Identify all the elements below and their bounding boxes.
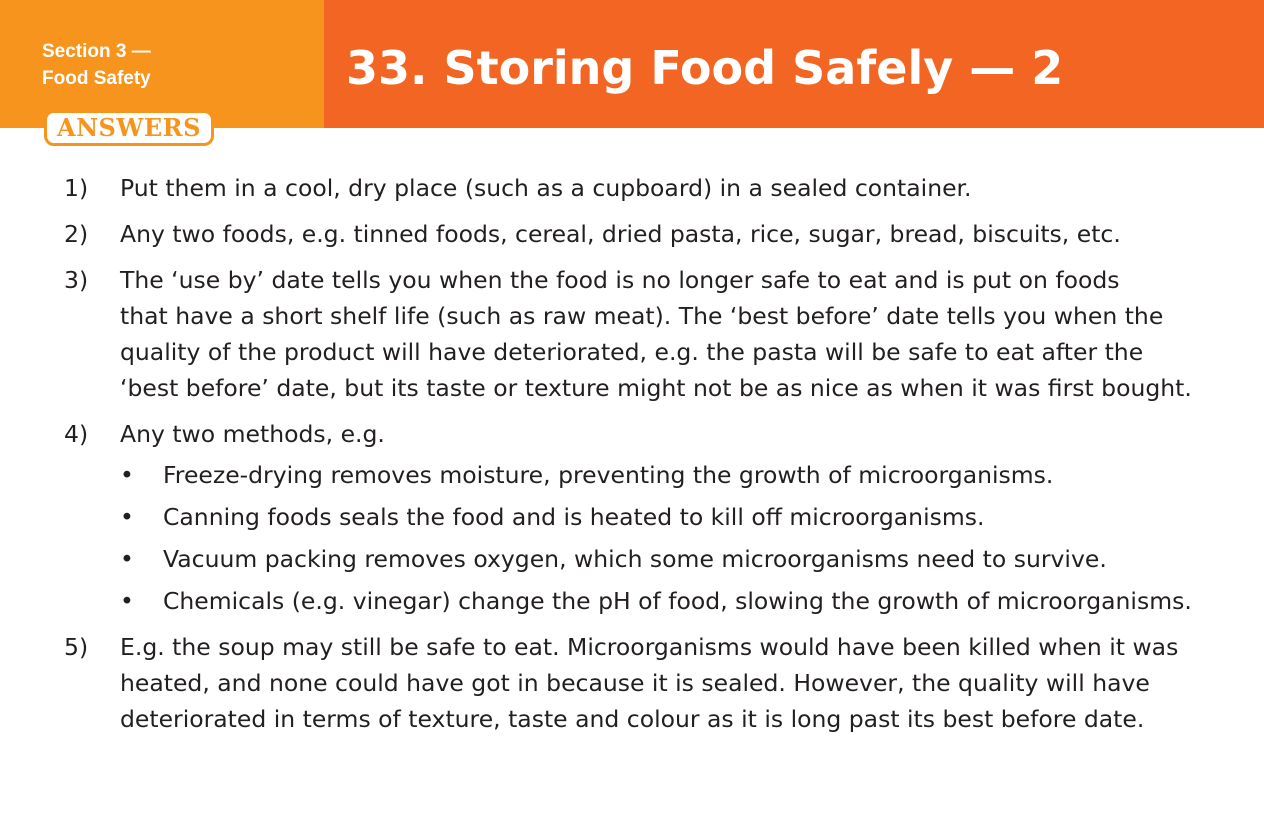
- method-list: [120, 457, 1244, 619]
- method-item: [120, 541, 1244, 577]
- answer-text: Any two foods, e.g. tinned foods, cereal, dried pasta, rice, sugar, bread, biscuits, etc.: [120, 220, 1121, 248]
- answer-number: 4): [64, 420, 89, 448]
- method-text: Vacuum packing removes oxygen, which some microorganisms need to survive.: [163, 545, 1107, 573]
- page-title: 33. Storing Food Safely — 2: [346, 41, 1064, 95]
- answer-number: 3): [64, 266, 89, 294]
- answer-item-2: [64, 216, 1244, 252]
- answer-text: Any two methods, e.g.: [120, 420, 385, 448]
- answer-text: Put them in a cool, dry place (such as a cupboard) in a sealed container.: [120, 174, 972, 202]
- method-text: Chemicals (e.g. vinegar) change the pH of food, slowing the growth of microorganisms.: [163, 587, 1192, 615]
- answer-number: 2): [64, 220, 89, 248]
- method-text: Freeze-drying removes moisture, preventing the growth of microorganisms.: [163, 461, 1054, 489]
- method-item: [120, 583, 1244, 619]
- bullet-icon: •: [120, 545, 134, 573]
- bullet-icon: •: [120, 503, 134, 531]
- answer-number: 1): [64, 174, 89, 202]
- answer-item-1: [64, 170, 1244, 206]
- answer-text-line: heated, and none could have got in because it is sealed. However, the quality will have: [120, 669, 1150, 697]
- section-header-panel: [0, 0, 324, 128]
- method-item: [120, 499, 1244, 535]
- answer-text-line: The ‘use by’ date tells you when the food is no longer safe to eat and is put on foods: [120, 266, 1120, 294]
- bullet-icon: •: [120, 587, 134, 615]
- section-label-line2: Food Safety: [42, 68, 151, 89]
- answer-text-line: ‘best before’ date, but its taste or texture might not be as nice as when it was first bought.: [120, 374, 1192, 402]
- section-label-line1: Section 3 —: [42, 41, 151, 62]
- answer-item-3: [64, 262, 1244, 406]
- bullet-icon: •: [120, 461, 134, 489]
- answer-item-4: [64, 416, 1244, 619]
- answer-text-line: E.g. the soup may still be safe to eat. Microorganisms would have been killed when it was: [120, 633, 1179, 661]
- answer-text-line: deteriorated in terms of texture, taste and colour as it is long past its best before date.: [120, 705, 1145, 733]
- answer-list: [64, 170, 1244, 747]
- title-banner: [324, 0, 1264, 128]
- answer-text-line: quality of the product will have deteriorated, e.g. the pasta will be safe to eat after the: [120, 338, 1144, 366]
- answers-badge: ANSWERS: [44, 110, 214, 146]
- section-label: [42, 38, 151, 92]
- answer-number: 5): [64, 633, 89, 661]
- answer-item-5: [64, 629, 1244, 737]
- method-item: [120, 457, 1244, 493]
- method-text: Canning foods seals the food and is heated to kill off microorganisms.: [163, 503, 985, 531]
- answer-text-line: that have a short shelf life (such as raw meat). The ‘best before’ date tells you when the: [120, 302, 1164, 330]
